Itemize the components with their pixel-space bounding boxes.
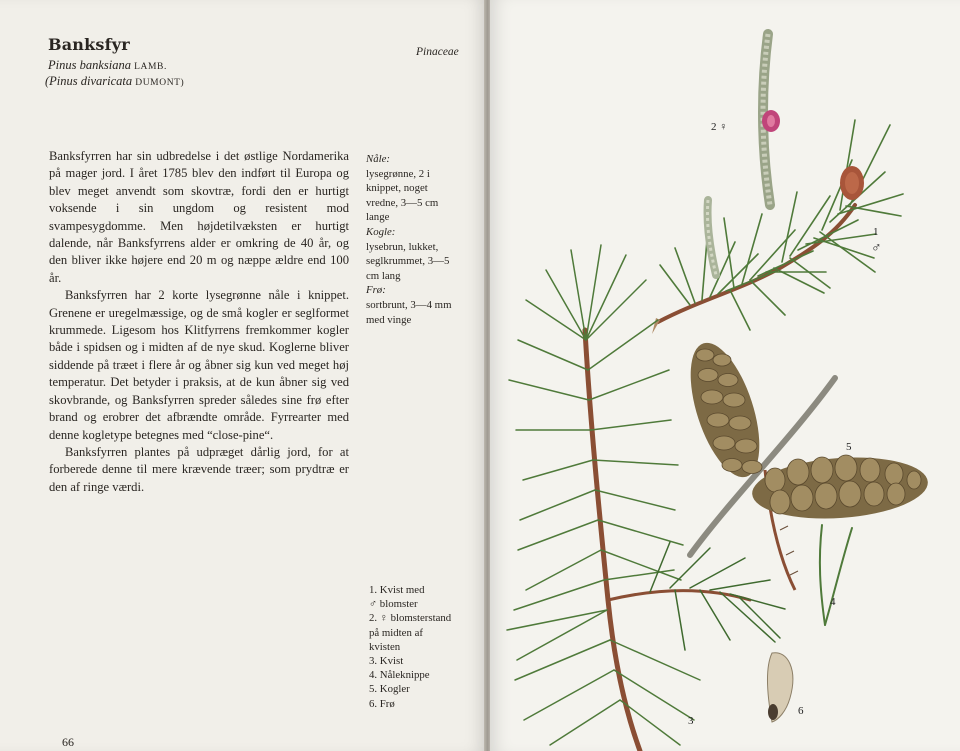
- label-6: 6: [798, 705, 804, 717]
- figure-legend: [369, 583, 479, 711]
- legend-line: 5. Kogler: [369, 683, 410, 696]
- label-2-number: 2: [711, 121, 717, 133]
- male-flower-shoot: [652, 120, 903, 334]
- legend-line: kvisten: [369, 640, 401, 653]
- label-1: [873, 226, 879, 238]
- legend-line: 4. Nåleknippe: [369, 669, 430, 682]
- species-title: Banksfyr: [48, 35, 130, 54]
- upper-needles: [660, 120, 903, 330]
- label-2: [711, 121, 728, 133]
- label-1-number: 1: [873, 226, 879, 238]
- note-heading: Frø:: [366, 284, 386, 297]
- label-3: 3: [688, 715, 694, 727]
- female-flower-spike: [707, 34, 780, 275]
- label-5: 5: [846, 441, 852, 453]
- page-number: 66: [62, 735, 74, 749]
- male-symbol: ♂: [871, 241, 882, 256]
- main-branch: [507, 245, 785, 751]
- description-text: [49, 148, 349, 496]
- latin-author: LAMB.: [134, 62, 167, 72]
- legend-line: 6. Frø: [369, 697, 395, 710]
- legend-line: 3. Kvist: [369, 655, 404, 668]
- legend-line: 2. ♀ blomsterstand: [369, 612, 452, 625]
- note-text: sortbrunt, 3—4 mm med vinge: [366, 298, 452, 326]
- needle-pair: [820, 525, 852, 625]
- family-name: Pinaceae: [416, 46, 459, 58]
- female-symbol: ♀: [719, 121, 728, 133]
- synonym-text: (Pinus divaricata: [45, 74, 133, 88]
- winged-seed: [767, 653, 792, 722]
- note-text: lysegrønne, 2 i knippet, noget vredne, 3—5 cm lange: [366, 167, 439, 224]
- note-heading: Nåle:: [366, 153, 390, 165]
- latin-name: [48, 58, 167, 73]
- paragraph: Banksfyrren har sin udbredelse i det østlige Nordamerika på mager jord. I året 1785 blev den indført til Europa og blev meget anvendt som skovtræ, fordi den er hurtigt voksende i sin ungdom og resistent mod svampesygdomme. Men højdetilvæksten er hurtigt dalende, når Banksfyrrens alder er omkring de 40 år, og den bliver ikke højere end 20 m og næppe ældre end 100 år.: [49, 149, 349, 285]
- pine-illustration: [490, 0, 960, 751]
- note-heading: Kogle:: [366, 225, 396, 238]
- note-text: lysebrun, lukket, seglkrummet, 3—5 cm lang: [366, 240, 450, 282]
- legend-line: på midten af: [369, 626, 423, 639]
- label-4: 4: [830, 596, 836, 608]
- legend-line: 1. Kvist med: [369, 584, 425, 596]
- shoot-tip: [652, 318, 660, 334]
- latin-name-text: Pinus banksiana: [48, 58, 131, 72]
- paragraph: Banksfyrren har 2 korte lysegrønne nåle i knippet. Grenene er uregelmæssige, og de små kogler er seglformet krummede. Ligesom hos Klitfyrrens fremkommer kogler både i spidsen og i midten af de nye skud. Koglerne bliver siddende på træet i flere år og åbner sig kun ved meget høj temperatur. Det betyder i praksis, at de kun åbner sig ved skovbrande, og Banksfyrren spreder således sine frø efter brand og erobrer det afbrændte område. Fyrrearter med denne kogletype betegnes med “close-pine“.: [49, 288, 349, 442]
- cones: [677, 335, 930, 590]
- synonym-author: DUMONT): [135, 78, 185, 88]
- paragraph: Banksfyrren plantes på udpræget dårlig jord, for at forberede denne til mere krævende træer; som prydtræ er den af ringe værdi.: [49, 444, 349, 494]
- main-needles: [507, 245, 700, 745]
- synonym-name: [45, 74, 184, 89]
- side-notes: [366, 152, 458, 327]
- legend-line: ♂ blomster: [369, 598, 418, 611]
